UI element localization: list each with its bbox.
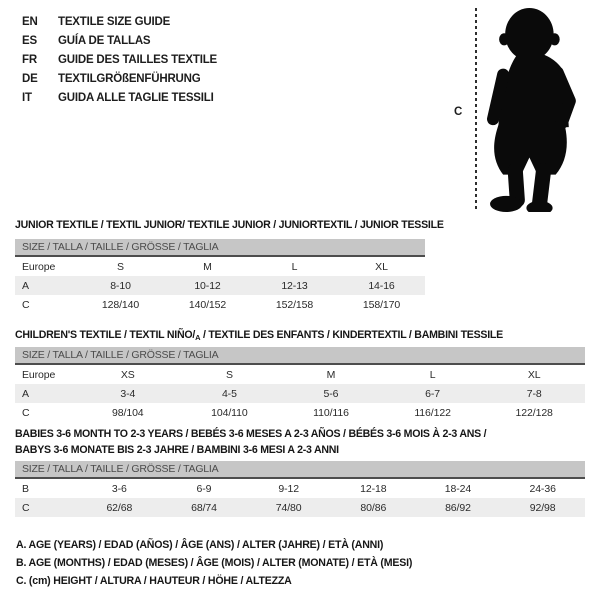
size-value-cell: 7-8 <box>526 387 542 400</box>
size-value-cell: M <box>326 368 336 381</box>
size-value-cell: 92/98 <box>529 501 556 514</box>
row-label-cell: B <box>22 482 29 495</box>
language-code: IT <box>22 92 32 104</box>
row-label-cell: Europe <box>22 260 56 273</box>
table-row-height <box>15 403 585 422</box>
legend-line-c: C. (cm) HEIGHT / ALTURA / HAUTEUR / HÖHE / ALTEZZA <box>16 575 292 587</box>
size-value-cell: L <box>429 368 436 381</box>
table-row-age <box>15 384 585 403</box>
size-value-cell: 3-6 <box>111 482 127 495</box>
table-row-europe <box>15 365 585 384</box>
size-value-cell: 8-10 <box>110 279 131 292</box>
junior-sizes-table <box>15 257 425 314</box>
babies-table-title <box>15 426 486 458</box>
size-value-cell: 14-16 <box>368 279 395 292</box>
children-title-pre: CHILDREN'S TEXTILE / TEXTIL NIÑO/ <box>15 329 196 341</box>
size-value-cell: 74/80 <box>275 501 302 514</box>
size-value-cell: 10-12 <box>194 279 221 292</box>
babies-sizes-table <box>15 479 585 517</box>
size-value-cell: 12-18 <box>360 482 387 495</box>
size-value-cell: 140/152 <box>188 298 227 311</box>
row-label-cell: C <box>22 406 30 419</box>
row-label-cell: A <box>22 279 29 292</box>
size-value-cell: 4-5 <box>221 387 237 400</box>
size-value-cell: 104/110 <box>211 406 248 419</box>
size-value-cell: S <box>117 260 124 273</box>
language-row-de <box>22 70 217 89</box>
children-table-title <box>15 327 503 346</box>
children-title-subscript: A <box>195 333 201 342</box>
size-value-cell: 9-12 <box>278 482 299 495</box>
language-title: TEXTILE SIZE GUIDE <box>58 16 171 28</box>
size-value-cell: XL <box>375 260 388 273</box>
language-title: GUIDA ALLE TAGLIE TESSILI <box>58 92 214 104</box>
size-value-cell: 152/158 <box>275 298 314 311</box>
size-value-cell: 122/128 <box>515 406 553 419</box>
language-row-en <box>22 13 217 32</box>
size-value-cell: 18-24 <box>444 482 472 495</box>
size-value-cell: 110/116 <box>313 406 349 419</box>
height-dotted-line <box>475 8 477 212</box>
size-value-cell: 128/140 <box>101 298 140 311</box>
language-code: DE <box>22 73 38 85</box>
babies-title-line1: BABIES 3-6 MONTH TO 2-3 YEARS / BEBÉS 3-6 MESES A 2-3 AÑOS / BÉBÉS 3-6 MOIS À 2-3 ANS / <box>15 428 487 440</box>
language-code: ES <box>22 35 37 47</box>
legend-line-b: B. AGE (MONTHS) / EDAD (MESES) / ÂGE (MOIS) / ALTER (MONATE) / ETÀ (MESI) <box>16 557 413 569</box>
row-label-cell: C <box>22 501 30 514</box>
size-header-bar: SIZE / TALLA / TAILLE / GRÖSSE / TAGLIA <box>15 461 585 479</box>
size-value-cell: XL <box>527 368 541 381</box>
table-row-height <box>15 295 425 314</box>
size-value-cell: 6-9 <box>196 482 212 495</box>
language-title: GUÍA DE TALLAS <box>58 35 151 47</box>
height-measure-label-c: C <box>454 106 463 118</box>
size-value-cell: 68/74 <box>191 501 217 514</box>
size-value-cell: 24-36 <box>529 482 556 495</box>
size-value-cell: 6-7 <box>425 387 441 400</box>
language-code: EN <box>22 16 38 28</box>
legend-line-a: A. AGE (YEARS) / EDAD (AÑOS) / ÂGE (ANS) / ALTER (JAHRE) / ETÀ (ANNI) <box>16 539 384 551</box>
size-value-cell: S <box>225 368 233 381</box>
size-value-cell: XS <box>120 368 135 381</box>
size-value-cell: 80/86 <box>360 501 387 514</box>
children-sizes-table <box>15 365 585 422</box>
language-title: GUIDE DES TAILLES TEXTILE <box>58 54 217 66</box>
size-value-cell: L <box>291 260 298 273</box>
language-title: TEXTILGRÖßENFÜHRUNG <box>58 73 201 85</box>
size-value-cell: 5-6 <box>323 387 339 400</box>
size-value-cell: 62/68 <box>106 501 133 514</box>
size-value-cell: 98/104 <box>112 406 144 419</box>
language-list <box>22 13 217 108</box>
table-row-age <box>15 276 425 295</box>
table-row-europe <box>15 257 425 276</box>
size-value-cell: 158/170 <box>362 298 401 311</box>
size-value-cell: 12-13 <box>281 279 308 292</box>
language-code: FR <box>22 54 37 66</box>
language-row-es <box>22 32 217 51</box>
size-header-bar: SIZE / TALLA / TAILLE / GRÖSSE / TAGLIA <box>15 347 585 365</box>
size-header-bar: SIZE / TALLA / TAILLE / GRÖSSE / TAGLIA <box>15 239 425 257</box>
language-row-fr <box>22 51 217 70</box>
children-title-post: / TEXTILE DES ENFANTS / KINDERTEXTIL / BAMBINI TESSILE <box>200 329 503 341</box>
table-row-height <box>15 498 585 517</box>
size-value-cell: 86/92 <box>445 501 471 514</box>
row-label-cell: C <box>22 298 30 311</box>
language-row-it <box>22 89 217 108</box>
row-label-cell: Europe <box>22 368 56 381</box>
size-value-cell: 116/122 <box>414 406 451 419</box>
baby-silhouette-icon <box>486 6 593 212</box>
junior-table-title: JUNIOR TEXTILE / TEXTIL JUNIOR/ TEXTILE JUNIOR / JUNIORTEXTIL / JUNIOR TESSILE <box>15 219 444 231</box>
legend <box>16 536 412 590</box>
size-value-cell: M <box>203 260 212 273</box>
size-value-cell: 3-4 <box>120 387 136 400</box>
table-row-age-months <box>15 479 585 498</box>
row-label-cell: A <box>22 387 29 400</box>
babies-title-line2: BABYS 3-6 MONATE BIS 2-3 JAHRE / BAMBINI 3-6 MESI A 2-3 ANNI <box>15 444 339 456</box>
